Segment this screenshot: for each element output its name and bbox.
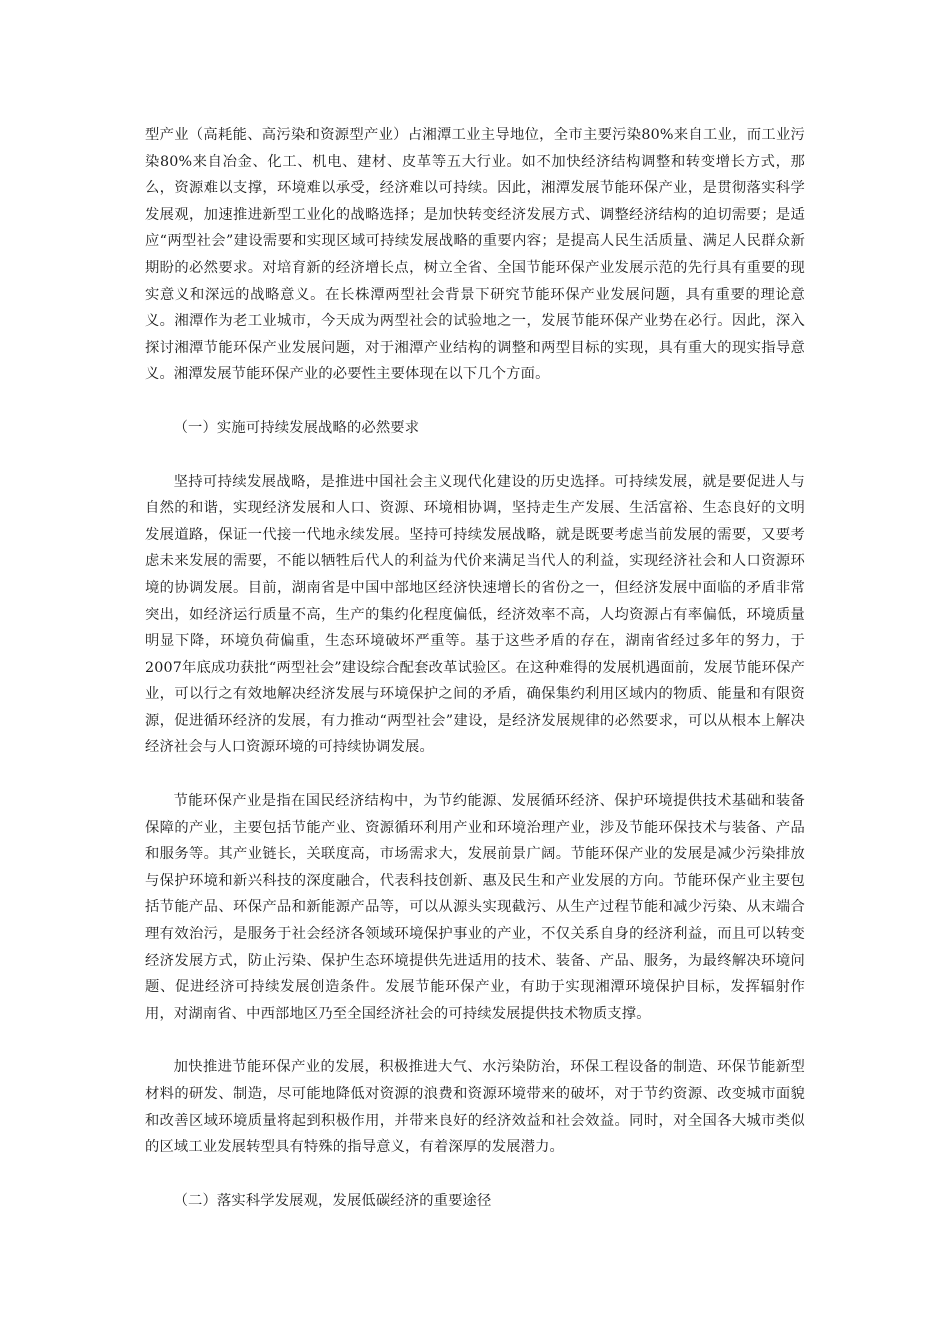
section-heading-1: （一）实施可持续发展战略的必然要求 (173, 419, 420, 436)
document-body (145, 122, 805, 1241)
paragraph-intro: 型产业（高耗能、高污染和资源型产业）占湘潭工业主导地位，全市主要污染80%来自工业，而工业污染80%来自冶金、化工、机电、建材、皮革等五大行业。如不加快经济结构调整和转变增长方式，那么，资源难以支撑，环境难以承受，经济难以可持续。因此，湘潭发展节能环保产业，是贯彻落实科学发展观，加速推进新型工业化的战略选择；是加快转变经济发展方式、调整经济结构的迫切需要；是适应“两型社会”建设需要和实现区域可持续发展战略的重要内容；是提高人民生活质量、满足人民群众新期盼的必然要求。对培育新的经济增长点，树立全省、全国节能环保产业发展示范的先行具有重要的现实意义和深远的战略意义。在长株潭两型社会背景下研究节能环保产业发展问题，具有重要的理论意义。湘潭作为老工业城市，今天成为两型社会的试验地之一，发展节能环保产业势在必行。因此，深入探讨湘潭节能环保产业发展问题，对于湘潭产业结构的调整和两型目标的实现，具有重大的现实指导意义。湘潭发展节能环保产业的必要性主要体现在以下几个方面。 (145, 127, 805, 383)
paragraph-sustainable-development: 坚持可持续发展战略，是推进中国社会主义现代化建设的历史选择。可持续发展，就是要促进人与自然的和谐，实现经济发展和人口、资源、环境相协调，坚持走生产发展、生活富裕、生态良好的文明发展道路，保证一代接一代地永续发展。坚持可持续发展战略，就是既要考虑当前发展的需要，又要考虑未来发展的需要，不能以牺牲后代人的利益为代价来满足当代人的利益，实现经济社会和人口资源环境的协调发展。目前，湖南省是中国中部地区经济快速增长的省份之一，但经济发展中面临的矛盾非常突出，如经济运行质量不高，生产的集约化程度偏低，经济效率不高，人均资源占有率偏低，环境质量明显下降，环境负荷偏重，生态环境破坏严重等。基于这些矛盾的存在，湖南省经过多年的努力，于2007年底成功获批“两型社会”建设综合配套改革试验区。在这种难得的发展机遇面前，发展节能环保产业，可以行之有效地解决经济发展与环境保护之间的矛盾，确保集约利用区域内的物质、能量和有限资源，促进循环经济的发展，有力推动“两型社会”建设，是经济发展规律的必然要求，可以从根本上解决经济社会与人口资源环境的可持续协调发展。 (145, 473, 805, 756)
paragraph-industry-definition: 节能环保产业是指在国民经济结构中，为节约能源、发展循环经济、保护环境提供技术基础和装备保障的产业，主要包括节能产业、资源循环利用产业和环境治理产业，涉及节能环保技术与装备、产品和服务等。其产业链长，关联度高，市场需求大，发展前景广阔。节能环保产业的发展是减少污染排放与保护环境和新兴科技的深度融合，代表科技创新、惠及民生和产业发展的方向。节能环保产业主要包括节能产品、环保产品和新能源产品等，可以从源头实现截污、从生产过程节能和减少污染、从末端合理有效治污，是服务于社会经济各领域环境保护事业的产业，不仅关系自身的经济利益，而且可以转变经济发展方式，防止污染、保护生态环境提供先进适用的技术、装备、产品、服务，为最终解决环境问题、促进经济可持续发展创造条件。发展节能环保产业，有助于实现湘潭环境保护目标，发挥辐射作用，对湖南省、中西部地区乃至全国经济社会的可持续发展提供技术物质支撑。 (145, 793, 805, 1022)
paragraph-accelerate-development: 加快推进节能环保产业的发展，积极推进大气、水污染防治，环保工程设备的制造、环保节能新型材料的研发、制造，尽可能地降低对资源的浪费和资源环境带来的破坏，对于节约资源、改变城市面貌和改善区域环境质量将起到积极作用，并带来良好的经济效益和社会效益。同时，对全国各大城市类似的区域工业发展转型具有特殊的指导意义，有着深厚的发展潜力。 (145, 1059, 805, 1156)
section-heading-2: （二）落实科学发展观，发展低碳经济的重要途径 (173, 1192, 492, 1209)
